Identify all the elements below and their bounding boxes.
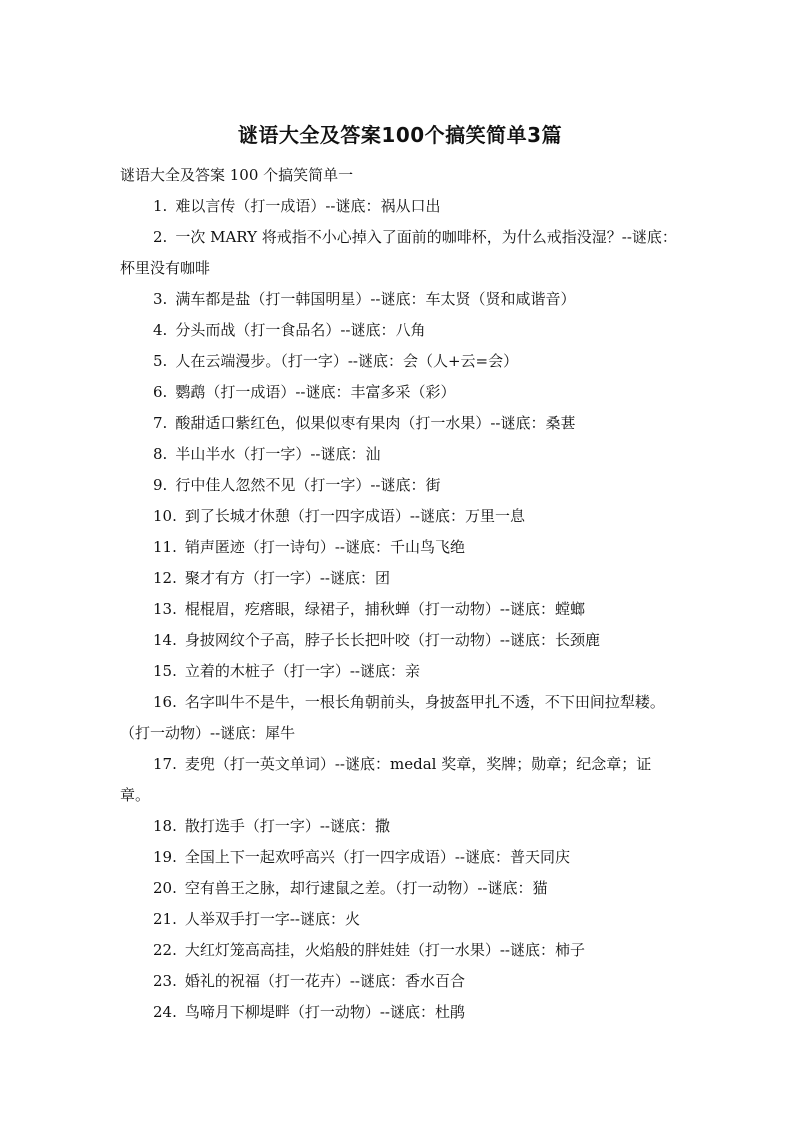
- riddle-number: 15.: [153, 662, 177, 680]
- riddle-text: 人在云端漫步。（打一字）--谜底：会（人+云=会）: [175, 352, 519, 370]
- riddle-number: 18.: [153, 817, 177, 835]
- riddle-item: [120, 377, 680, 408]
- riddle-item: [120, 501, 680, 532]
- riddle-text: 棍棍眉，疙瘩眼，绿裙子，捕秋蝉（打一动物）--谜底：螳螂: [184, 600, 585, 618]
- riddle-number: 23.: [153, 972, 177, 990]
- riddle-number: 9.: [153, 476, 168, 494]
- riddle-text: 一次 MARY 将戒指不小心掉入了面前的咖啡杯，为什么戒指没湿？--谜底：杯里没有咖啡: [120, 228, 677, 277]
- riddle-text: 鸟啼月下柳堤畔（打一动物）--谜底：杜鹃: [184, 1003, 465, 1021]
- riddle-text: 满车都是盐（打一韩国明星）--谜底：车太贤（贤和咸谐音）: [175, 290, 576, 308]
- riddle-number: 3.: [153, 290, 168, 308]
- riddle-number: 4.: [153, 321, 168, 339]
- riddle-item: [120, 842, 680, 873]
- riddle-number: 10.: [153, 507, 177, 525]
- riddle-item: [120, 966, 680, 997]
- riddle-text: 全国上下一起欢呼高兴（打一四字成语）--谜底：普天同庆: [184, 848, 570, 866]
- riddle-number: 17.: [153, 755, 177, 773]
- riddle-item: [120, 935, 680, 966]
- riddle-number: 6.: [153, 383, 168, 401]
- riddle-number: 11.: [153, 538, 177, 556]
- riddle-number: 8.: [153, 445, 168, 463]
- riddle-item: [120, 563, 680, 594]
- riddle-number: 16.: [153, 693, 177, 711]
- riddle-text: 行中佳人忽然不见（打一字）--谜底：街: [175, 476, 441, 494]
- riddle-text: 名字叫牛不是牛，一根长角朝前头，身披盔甲扎不透，不下田间拉犁耧。（打一动物）--谜底：犀牛: [120, 693, 665, 742]
- riddle-number: 1.: [153, 197, 168, 215]
- riddle-text: 婚礼的祝福（打一花卉）--谜底：香水百合: [184, 972, 465, 990]
- riddle-item: [120, 997, 680, 1028]
- riddle-text: 散打选手（打一字）--谜底：撒: [184, 817, 390, 835]
- riddle-text: 麦兜（打一英文单词）--谜底：medal 奖章，奖牌；勋章；纪念章；证章。: [120, 755, 652, 804]
- riddle-text: 分头而战（打一食品名）--谜底：八角: [175, 321, 426, 339]
- riddle-text: 身披网纹个子高，脖子长长把叶咬（打一动物）--谜底：长颈鹿: [184, 631, 600, 649]
- riddle-item: [120, 749, 680, 811]
- riddle-number: 21.: [153, 910, 177, 928]
- riddle-list: [120, 191, 680, 1028]
- document-title: 谜语大全及答案100个搞笑简单3篇: [237, 123, 563, 147]
- riddle-item: [120, 532, 680, 563]
- riddle-item: [120, 346, 680, 377]
- riddle-number: 5.: [153, 352, 168, 370]
- riddle-item: [120, 222, 680, 284]
- riddle-item: [120, 873, 680, 904]
- riddle-text: 到了长城才休憩（打一四字成语）--谜底：万里一息: [184, 507, 525, 525]
- riddle-text: 难以言传（打一成语）--谜底：祸从口出: [175, 197, 441, 215]
- riddle-text: 鹦鹉（打一成语）--谜底：丰富多采（彩）: [175, 383, 456, 401]
- riddle-number: 14.: [153, 631, 177, 649]
- riddle-text: 聚才有方（打一字）--谜底：团: [184, 569, 390, 587]
- riddle-item: [120, 811, 680, 842]
- riddle-number: 20.: [153, 879, 177, 897]
- riddle-number: 2.: [153, 228, 168, 246]
- riddle-text: 销声匿迹（打一诗句）--谜底：千山鸟飞绝: [184, 538, 465, 556]
- document-body: [120, 160, 680, 1028]
- riddle-text: 空有兽王之脉，却行逮鼠之差。（打一动物）--谜底：猫: [184, 879, 548, 897]
- riddle-item: [120, 191, 680, 222]
- riddle-text: 大红灯笼高高挂，火焰般的胖娃娃（打一水果）--谜底：柿子: [184, 941, 585, 959]
- riddle-item: [120, 687, 680, 749]
- riddle-item: [120, 625, 680, 656]
- riddle-item: [120, 315, 680, 346]
- riddle-number: 22.: [153, 941, 177, 959]
- document-subtitle: 谜语大全及答案 100 个搞笑简单一: [120, 166, 354, 184]
- riddle-text: 酸甜适口紫红色，似果似枣有果肉（打一水果）--谜底：桑葚: [175, 414, 576, 432]
- riddle-item: [120, 656, 680, 687]
- riddle-text: 立着的木桩子（打一字）--谜底：亲: [184, 662, 420, 680]
- riddle-item: [120, 470, 680, 501]
- riddle-text: 半山半水（打一字）--谜底：汕: [175, 445, 381, 463]
- riddle-item: [120, 904, 680, 935]
- riddle-item: [120, 594, 680, 625]
- riddle-number: 13.: [153, 600, 177, 618]
- riddle-number: 7.: [153, 414, 168, 432]
- riddle-text: 人举双手打一字--谜底：火: [184, 910, 360, 928]
- riddle-item: [120, 439, 680, 470]
- riddle-number: 24.: [153, 1003, 177, 1021]
- riddle-item: [120, 284, 680, 315]
- riddle-item: [120, 408, 680, 439]
- riddle-number: 12.: [153, 569, 177, 587]
- riddle-number: 19.: [153, 848, 177, 866]
